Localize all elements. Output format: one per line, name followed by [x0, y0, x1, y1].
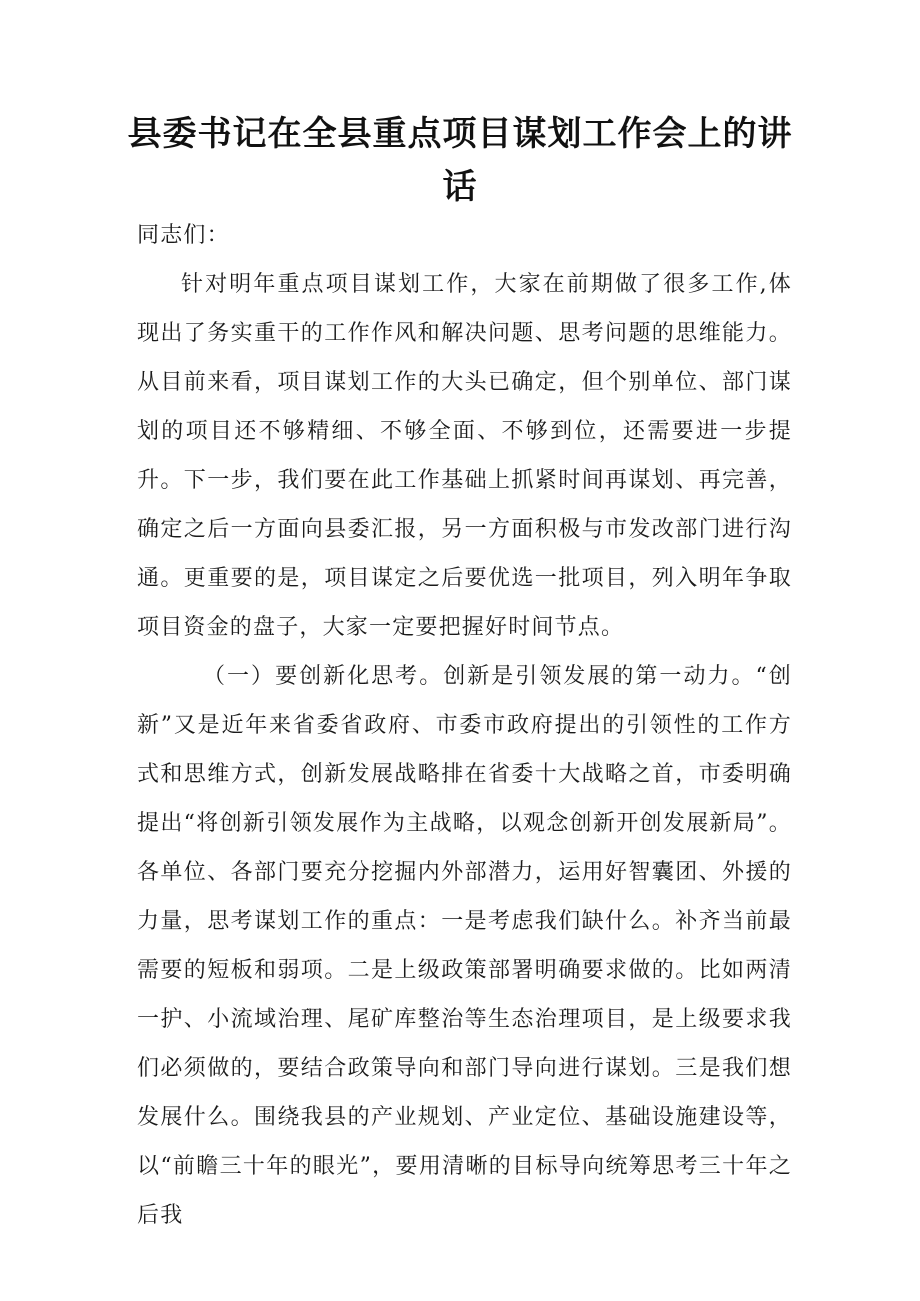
document-title: 县委书记在全县重点项目谋划工作会上的讲话 — [127, 114, 793, 207]
salutation: 同志们： — [137, 223, 230, 248]
document-body — [137, 211, 792, 1240]
paragraph-1: 针对明年重点项目谋划工作，大家在前期做了很多工作,体现出了务实重干的工作作风和解决问题、思考问题的思维能力。从目前来看，项目谋划工作的大头已确定，但个别单位、部门谋划的项目还不够精细、不够全面、不够到位，还需要进一步提升。下一步，我们要在此工作基础上抓紧时间再谋划、再完善，确定之后一方面向县委汇报，另一方面积极与市发改部门进行沟通。更重要的是，项目谋定之后要优选一批项目，列入明年争取项目资金的盘子，大家一定要把握好时间节点。 — [137, 272, 792, 640]
paragraph-2: （一）要创新化思考。创新是引领发展的第一动力。“创新”又是近年来省委省政府、市委市政府提出的引领性的工作方式和思维方式，创新发展战略排在省委十大战略之首，市委明确提出“将创新引领发展作为主战略，以观念创新开创发展新局”。各单位、各部门要充分挖掘内外部潜力，运用好智囊团、外援的力量，思考谋划工作的重点：一是考虑我们缺什么。补齐当前最需要的短板和弱项。二是上级政策部署明确要求做的。比如两清一护、小流域治理、尾矿库整治等生态治理项目，是上级要求我们必须做的，要结合政策导向和部门导向进行谋划。三是我们想发展什么。围绕我县的产业规划、产业定位、基础设施建设等，以“前瞻三十年的眼光”，要用清晰的目标导向统筹思考三十年之后我 — [137, 664, 792, 1228]
